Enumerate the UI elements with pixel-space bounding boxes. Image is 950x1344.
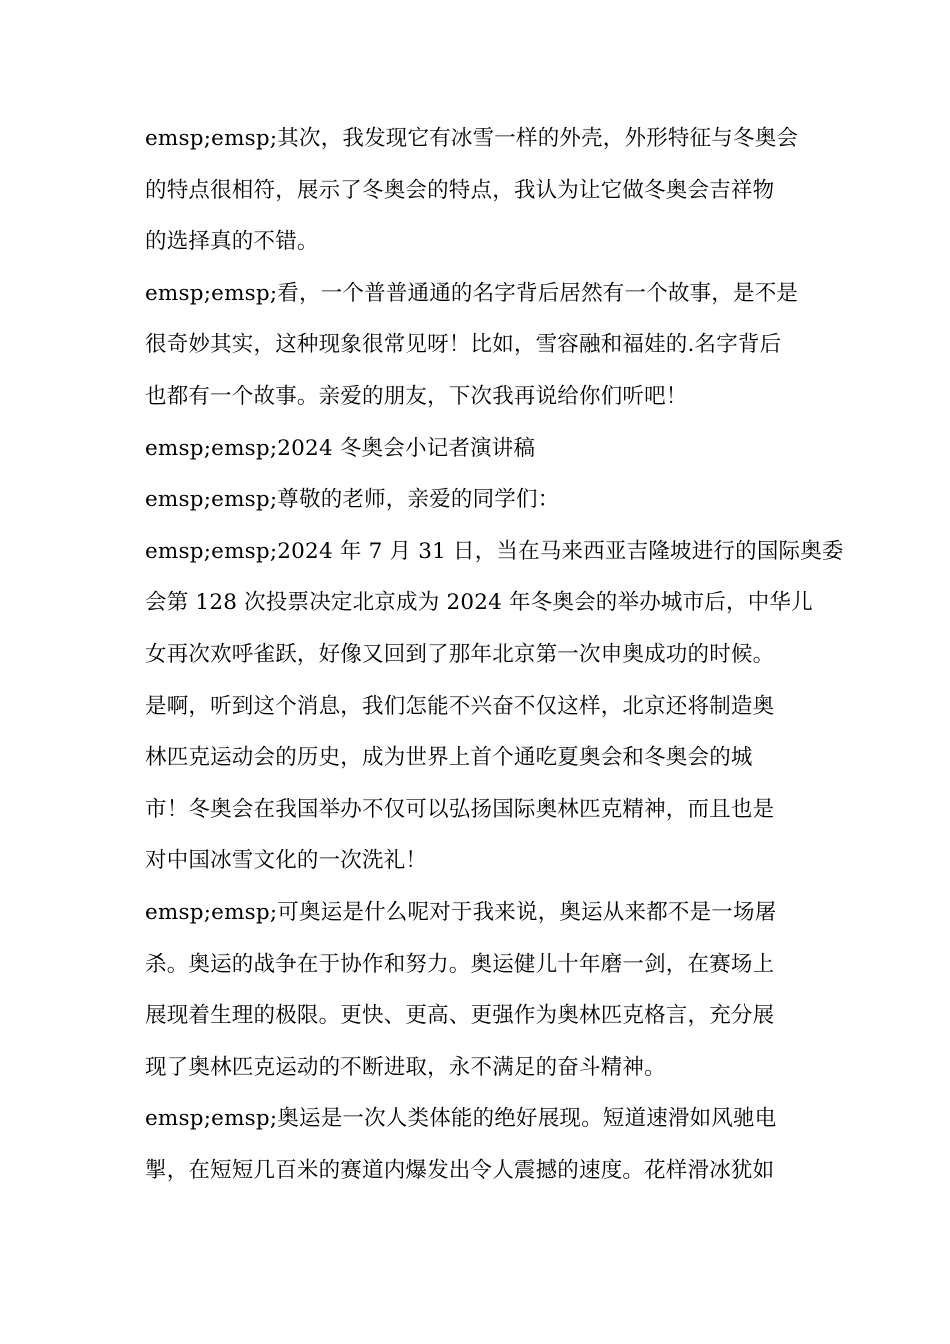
- text-line: 对中国冰雪文化的一次洗礼！: [145, 848, 428, 874]
- text-line: emsp;emsp;奥运是一次人类体能的绝好展现。短道速滑如风驰电: [145, 1106, 777, 1132]
- text-line: emsp;emsp;2024 年 7 月 31 日，当在马来西亚吉隆坡进行的国际奥委: [145, 538, 844, 564]
- text-line: 林匹克运动会的历史，成为世界上首个通吃夏奥会和冬奥会的城: [145, 745, 753, 771]
- paragraph-name-story: [145, 268, 805, 423]
- salutation: [145, 474, 805, 526]
- text-line: 现了奥林匹克运动的不断进取，永不满足的奋斗精神。: [145, 1054, 666, 1080]
- text-line: 杀。奥运的战争在于协作和努力。奥运健儿十年磨一剑，在赛场上: [145, 951, 775, 977]
- text-line: 的特点很相符，展示了冬奥会的特点，我认为让它做冬奥会吉祥物: [145, 177, 775, 203]
- section-heading: [145, 423, 805, 475]
- text-line: 会第 128 次投票决定北京成为 2024 年冬奥会的举办城市后，中华儿: [145, 590, 813, 616]
- paragraph-olympic-meaning: [145, 887, 805, 1093]
- text-line: 女再次欢呼雀跃，好像又回到了那年北京第一次申奥成功的时候。: [145, 641, 775, 667]
- text-line: 市！冬奥会在我国举办不仅可以弘扬国际奥林匹克精神，而且也是: [145, 796, 775, 822]
- text-line: 是啊，听到这个消息，我们怎能不兴奋不仅这样，北京还将制造奥: [145, 693, 775, 719]
- text-line: emsp;emsp;可奥运是什么呢对于我来说，奥运从来都不是一场屠: [145, 899, 777, 925]
- text-line: 掣，在短短几百米的赛道内爆发出令人震撼的速度。花样滑冰犹如: [145, 1157, 775, 1183]
- text-line: 也都有一个故事。亲爱的朋友，下次我再说给你们听吧！: [145, 383, 688, 409]
- text-line: 的选择真的不错。: [145, 229, 319, 255]
- text-line: 展现着生理的极限。更快、更高、更强作为奥林匹克格言，充分展: [145, 1003, 775, 1029]
- document-body: [145, 113, 844, 1196]
- paragraph-physical-showcase: [145, 1093, 805, 1196]
- paragraph-beijing-host: [145, 526, 844, 887]
- paragraph-mascot-appearance: [145, 113, 805, 268]
- text-line: 很奇妙其实，这种现象很常见呀！比如，雪容融和福娃的.名字背后: [145, 332, 782, 358]
- text-line: emsp;emsp;其次，我发现它有冰雪一样的外壳，外形特征与冬奥会: [145, 126, 799, 151]
- text-line: emsp;emsp;2024 冬奥会小记者演讲稿: [145, 435, 536, 461]
- text-line: emsp;emsp;看，一个普普通通的名字背后居然有一个故事，是不是: [145, 280, 799, 306]
- text-line: emsp;emsp;尊敬的老师，亲爱的同学们：: [145, 487, 560, 513]
